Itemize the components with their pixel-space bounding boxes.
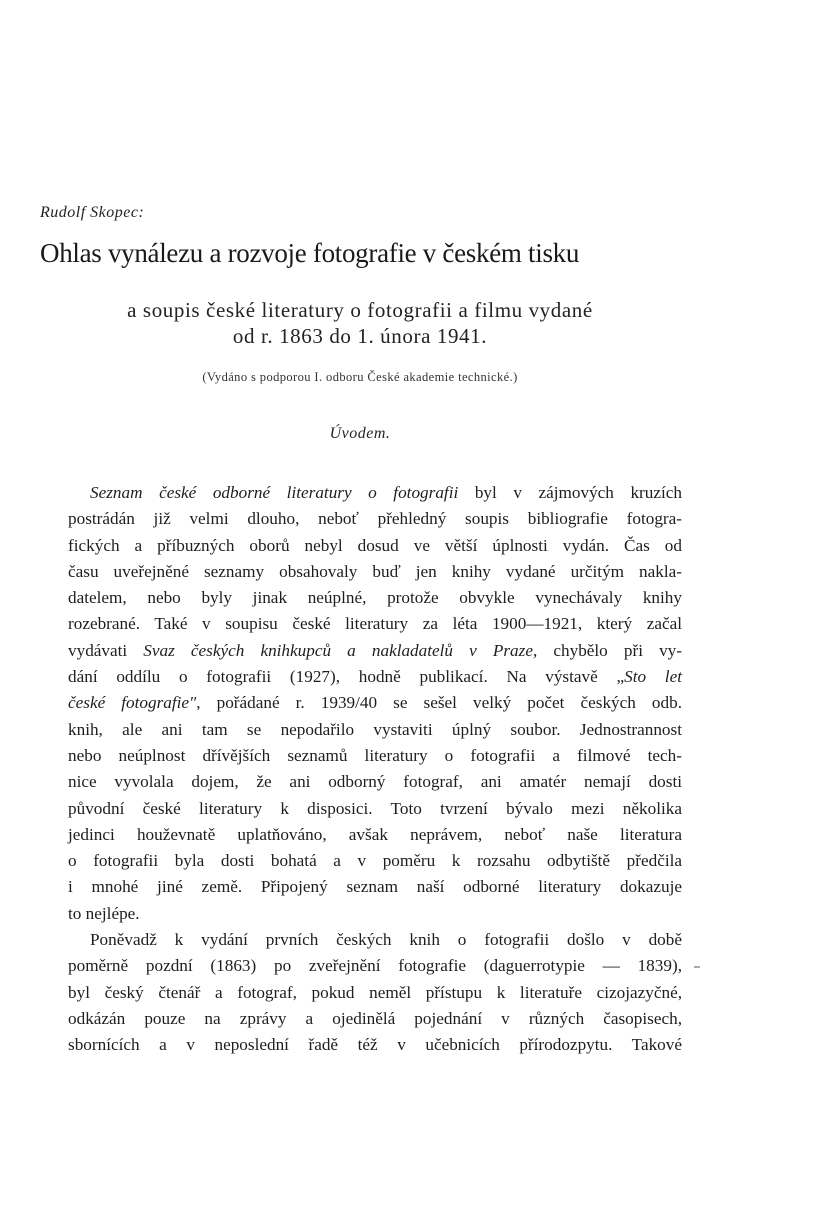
text-line: jedinci houževnatě uplatňováno, avšak neprávem, neboť naše literatura: [68, 824, 682, 844]
article-title: Ohlas vynálezu a rozvoje fotografie v českém tisku: [40, 238, 580, 268]
author-name: Rudolf Skopec:: [40, 204, 145, 221]
text-line: rozebrané. Také v soupisu české literatury za léta 1900—1921, který začal: [68, 614, 682, 634]
text-line: nice vyvolala dojem, že ani odborný fotograf, ani amatér nemají dosti: [68, 772, 682, 792]
text-line: to nejlépe.: [68, 903, 140, 923]
article-subtitle: [50, 297, 670, 349]
text-line: nebo neúplnost dřívějších seznamů literatury o fotografii a filmové tech-: [68, 745, 682, 765]
text-line: času uveřejněné seznamy obsahovaly buď jen knihy vydané určitým nakla-: [68, 561, 682, 581]
text-line: postrádán již velmi dlouho, neboť přehledný soupis bibliografie fotogra-: [68, 509, 682, 529]
text-line: vydávati Svaz českých knihkupců a nakladatelů v Praze, chybělo při vy-: [68, 640, 682, 660]
body-text: [68, 480, 682, 1059]
text-line: Poněvadž k vydání prvních českých knih o fotografii došlo v době: [90, 930, 682, 950]
text-line: Seznam české odborné literatury o fotografii byl v zájmových kruzích: [90, 483, 683, 502]
section-heading: Úvodem.: [329, 425, 391, 442]
publication-note: (Vydáno s podporou I. odboru České akademie technické.): [202, 370, 518, 384]
text-line: odkázán pouze na zprávy a ojedinělá pojednání v různých časopisech,: [68, 1008, 682, 1028]
text-line: české fotografie", pořádané r. 1939/40 se sešel velký počet českých odb.: [68, 693, 682, 713]
text-line: datelem, nebo byly jinak neúplné, protože obvykle vynechávaly knihy: [68, 588, 682, 608]
text-line: poměrně pozdní (1863) po zveřejnění fotografie (daguerrotypie — 1839),: [68, 956, 682, 976]
text-line: fických a příbuzných oborů nebyl dosud ve větší úplnosti vydán. Čas od: [68, 535, 682, 555]
text-line: knih, ale ani tam se nepodařilo vystaviti úplný soubor. Jednostrannost: [68, 719, 682, 739]
margin-mark: [694, 966, 700, 968]
text-line: dání oddílu o fotografii (1927), hodně publikací. Na výstavě „Sto let: [68, 667, 682, 687]
text-line: i mnohé jiné země. Připojený seznam naší odborné literatury dokazuje: [68, 877, 682, 897]
text-line: sbornících a v neposlední řadě též v učebnicích přírodozpytu. Takové: [68, 1035, 682, 1055]
text-line: o fotografii byla dosti bohatá a v poměru k rozsahu odbytiště předčila: [68, 851, 682, 871]
text-line: byl český čtenář a fotograf, pokud neměl přístupu k literatuře cizojazyčné,: [68, 982, 682, 1002]
subtitle-line-2: od r. 1863 do 1. února 1941.: [232, 324, 488, 348]
text-line: původní české literatury k disposici. Toto tvrzení bývalo mezi několika: [68, 798, 682, 818]
subtitle-line-1: a soupis české literatury o fotografii a filmu vydané: [127, 298, 593, 322]
